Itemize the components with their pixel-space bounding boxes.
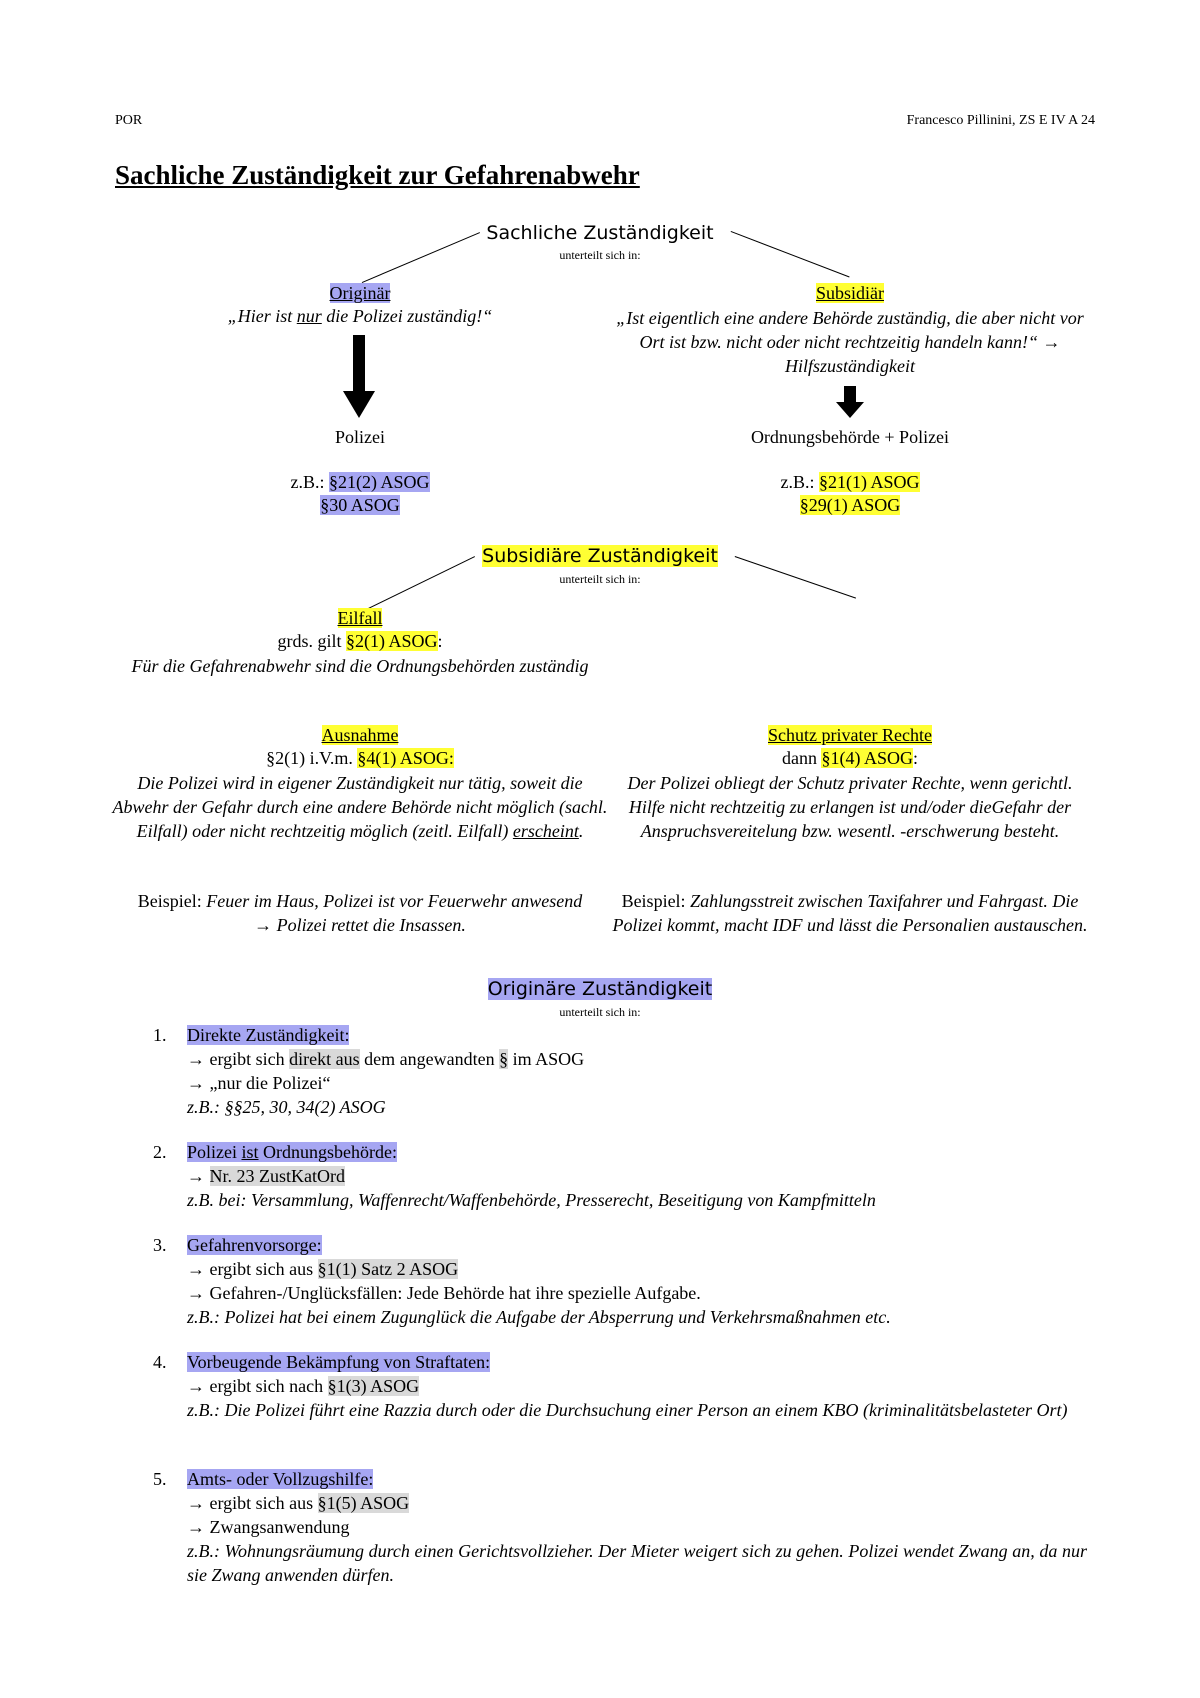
- list-item-example: z.B. bei: Versammlung, Waffenrecht/Waffenbehörde, Presserecht, Beseitigung von Kampfmitteln: [187, 1190, 876, 1210]
- list-number: 4.: [153, 1352, 167, 1372]
- schutz-text: Der Polizei obliegt der Schutz privater Rechte, wenn gerichtl. Hilfe nicht rechtzeitig zu erlangen ist und/oder dieGefahr der Anspruchsvereitelung bzw. wesentl. -erschwerung besteht.: [627, 773, 1073, 841]
- tree1-root: Sachliche Zuständigkeit: [486, 222, 714, 244]
- header-left: POR: [115, 113, 143, 128]
- list-item-heading: Polizei ist Ordnungsbehörde:: [187, 1142, 397, 1162]
- schutz-rule: dann §1(4) ASOG:: [781, 748, 919, 768]
- tree2-root: Subsidiäre Zuständigkeit: [482, 545, 718, 567]
- header-right: Francesco Pillinini, ZS E IV A 24: [906, 113, 1095, 128]
- list-item-4: [153, 1350, 1087, 1422]
- list-item-2: [153, 1140, 1087, 1212]
- schutz-label: Schutz privater Rechte: [768, 725, 932, 745]
- originaere-title: Originäre Zuständigkeit: [487, 978, 713, 1000]
- ausnahme-label: Ausnahme: [321, 725, 399, 745]
- subsidiaer-label: Subsidiär: [815, 283, 884, 303]
- eilfall-rule: grds. gilt §2(1) ASOG:: [277, 631, 443, 651]
- ausnahme-rule: §2(1) i.V.m. §4(1) ASOG:: [266, 748, 454, 768]
- subsidiaer-example-1: z.B.: §21(1) ASOG: [780, 472, 920, 492]
- list-item-line: → Gefahren-/Unglücksfällen: Jede Behörde hat ihre spezielle Aufgabe.: [187, 1283, 701, 1303]
- page-title: Sachliche Zuständigkeit zur Gefahrenabwehr: [115, 160, 640, 190]
- list-item-line: → „nur die Polizei“: [187, 1073, 331, 1093]
- originaere-subtitle: unterteilt sich in:: [559, 1005, 641, 1019]
- eilfall-text: Für die Gefahrenabwehr sind die Ordnungsbehörden zuständig: [131, 656, 589, 676]
- originaer-result: Polizei: [335, 427, 385, 447]
- list-number: 1.: [153, 1025, 167, 1045]
- list-item-heading: Vorbeugende Bekämpfung von Straftaten:: [187, 1352, 491, 1372]
- arrow-down-icon: [340, 335, 380, 420]
- originaer-quote: „Hier ist nur die Polizei zuständig!“: [227, 306, 493, 326]
- tree2-subtitle: unterteilt sich in:: [559, 572, 641, 586]
- list-item-heading: Direkte Zuständigkeit:: [187, 1025, 350, 1045]
- list-item-example: z.B.: Wohnungsräumung durch einen Gerichtsvollzieher. Der Mieter weigert sich zu gehen. Polizei wendet Zwang an, da nur sie Zwang anwenden dürfen.: [187, 1541, 1087, 1585]
- subsidiaer-quote: „Ist eigentlich eine andere Behörde zuständig, die aber nicht vor Ort ist bzw. nicht oder nicht rechtzeitig handeln kann!“ → Hilfszuständigkeit: [616, 308, 1084, 376]
- list-item-3: [153, 1233, 1087, 1329]
- eilfall-label: Eilfall: [337, 608, 383, 628]
- list-item-1: [153, 1023, 1087, 1119]
- list-item-line: → ergibt sich aus §1(1) Satz 2 ASOG: [187, 1259, 459, 1279]
- list-item-line: → ergibt sich direkt aus dem angewandten § im ASOG: [187, 1049, 585, 1069]
- list-item-line: → ergibt sich nach §1(3) ASOG: [187, 1376, 420, 1396]
- tree1-subtitle: unterteilt sich in:: [559, 248, 641, 262]
- ausnahme-text: Die Polizei wird in eigener Zuständigkeit nur tätig, soweit die Abwehr der Gefahr durch eine andere Behörde nicht möglich (sachl. Eilfall) oder nicht rechtzeitig möglich (zeitl. Eilfall) erscheint.: [112, 773, 608, 841]
- list-item-5: [153, 1467, 1087, 1587]
- list-number: 5.: [153, 1469, 167, 1489]
- list-item-line: → Zwangsanwendung: [187, 1517, 350, 1537]
- list-item-example: z.B.: Die Polizei führt eine Razzia durch oder die Durchsuchung einer Person an einem KBO (kriminalitätsbelasteter Ort): [187, 1400, 1068, 1420]
- list-number: 2.: [153, 1142, 167, 1162]
- list-item-example: z.B.: Polizei hat bei einem Zugunglück die Aufgabe der Absperrung und Verkehrsmaßnahmen etc.: [187, 1307, 891, 1327]
- list-item-example: z.B.: §§25, 30, 34(2) ASOG: [187, 1097, 386, 1117]
- schutz-example: Beispiel: Zahlungsstreit zwischen Taxifahrer und Fahrgast. Die Polizei kommt, macht IDF und lässt die Personalien austauschen.: [612, 891, 1088, 935]
- subsidiaer-result: Ordnungsbehörde + Polizei: [750, 427, 950, 447]
- list-item-line: → Nr. 23 ZustKatOrd: [187, 1166, 345, 1186]
- originaer-example-1: z.B.: §21(2) ASOG: [290, 472, 430, 492]
- ausnahme-example: Beispiel: Feuer im Haus, Polizei ist vor Feuerwehr anwesend → Polizei rettet die Insassen.: [137, 891, 583, 935]
- arrow-down-small-icon: [834, 386, 866, 420]
- list-item-line: → ergibt sich aus §1(5) ASOG: [187, 1493, 410, 1513]
- list-item-heading: Amts- oder Vollzugshilfe:: [187, 1469, 374, 1489]
- originaer-example-2: §30 ASOG: [320, 495, 400, 515]
- list-number: 3.: [153, 1235, 167, 1255]
- list-item-heading: Gefahrenvorsorge:: [187, 1235, 322, 1255]
- originaer-label: Originär: [329, 283, 391, 303]
- subsidiaer-example-2: §29(1) ASOG: [799, 495, 901, 515]
